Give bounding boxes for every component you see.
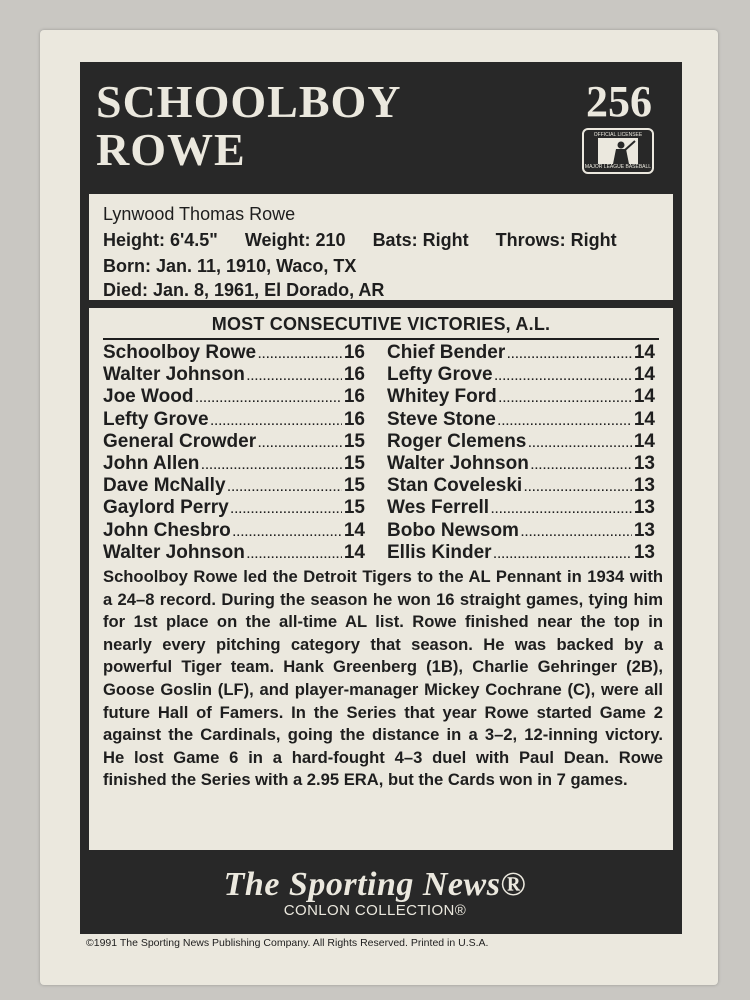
conlon-collection: CONLON COLLECTION® (283, 902, 467, 919)
list-item: John Chesbro ..... 14 (103, 520, 365, 542)
player-last-name: ROWE (96, 124, 246, 175)
career-story: Schoolboy Rowe led the Detroit Tigers to the AL Pennant in 1934 with a 24–8 record. During the season he won 16 straight games, tying him for 1st place on the all-time AL list. Rowe finished near the top in nearly every pitching category that season. He was backed by a powerful Tiger team. Hank Greenberg (1B), Charlie Gehringer (2B), Goose Goslin (LF), and player-manager Mickey Cochrane (C), were all future Hall of Famers. In the Series that year Rowe started Game 2 against the Cardinals, going the distance in a 3–2, 12-inning victory. He lost Game 6 in a hard-fought 4–3 duel with Paul Dean. Rowe finished the Series with a 2.95 ERA, but the Cards won in 7 games. (103, 567, 663, 790)
bats: Bats: Right (372, 230, 469, 250)
list-item: Joe Wood ..... 16 (103, 386, 365, 408)
list-item: Steve Stone ..... 14 (387, 409, 655, 431)
list-item: Walter Johnson ..... 16 (103, 364, 365, 386)
player-first-name: SCHOOLBOY (96, 76, 402, 127)
physical-stats (103, 230, 617, 251)
list-item: Schoolboy Rowe ..... 16 (103, 342, 365, 364)
list-item: Stan Coveleski ..... 13 (387, 475, 655, 497)
list-item: Bobo Newsom ..... 13 (387, 520, 655, 542)
height: Height: 6'4.5" (103, 230, 218, 250)
bio-panel (89, 194, 673, 300)
list-item: Dave McNally ..... 15 (103, 475, 365, 497)
list-item: Chief Bender ..... 14 (387, 342, 655, 364)
list-item: Whitey Ford ..... 14 (387, 386, 655, 408)
batter-silhouette-icon (598, 138, 638, 164)
weight: Weight: 210 (244, 230, 346, 250)
player-name (96, 78, 402, 174)
mlb-logo-icon (582, 128, 654, 174)
list-item: John Allen ..... 15 (103, 453, 365, 475)
full-name: Lynwood Thomas Rowe (103, 204, 296, 224)
logo-mlb-text: MAJOR LEAGUE BASEBALL (584, 164, 652, 170)
list-item: Lefty Grove ..... 14 (387, 364, 655, 386)
title-divider (103, 338, 659, 340)
logo-licensee-text: OFFICIAL LICENSEE (593, 132, 643, 138)
list-item: General Crowder ..... 15 (103, 431, 365, 453)
list-column-right (387, 342, 655, 564)
main-panel (89, 308, 673, 850)
born: Born: Jan. 11, 1910, Waco, TX (103, 256, 357, 276)
card-number: 256 (586, 77, 652, 126)
list-title: MOST CONSECUTIVE VICTORIES, A.L. (211, 314, 551, 334)
publisher-block (0, 866, 750, 919)
sporting-news-logo: The Sporting News® (223, 866, 527, 903)
list-item: Roger Clemens ..... 14 (387, 431, 655, 453)
list-item: Walter Johnson ..... 14 (103, 542, 365, 564)
copyright-line: ©1991 The Sporting News Publishing Company. All Rights Reserved. Printed in U.S.A. (86, 937, 489, 949)
list-item: Lefty Grove ..... 16 (103, 409, 365, 431)
list-item: Walter Johnson ..... 13 (387, 453, 655, 475)
baseball-card (40, 30, 718, 985)
list-item: Gaylord Perry ..... 15 (103, 497, 365, 519)
died: Died: Jan. 8, 1961, El Dorado, AR (103, 280, 385, 300)
list-column-left (103, 342, 365, 564)
throws: Throws: Right (495, 230, 617, 250)
list-item: Ellis Kinder ..... 13 (387, 542, 655, 564)
list-item: Wes Ferrell ..... 13 (387, 497, 655, 519)
